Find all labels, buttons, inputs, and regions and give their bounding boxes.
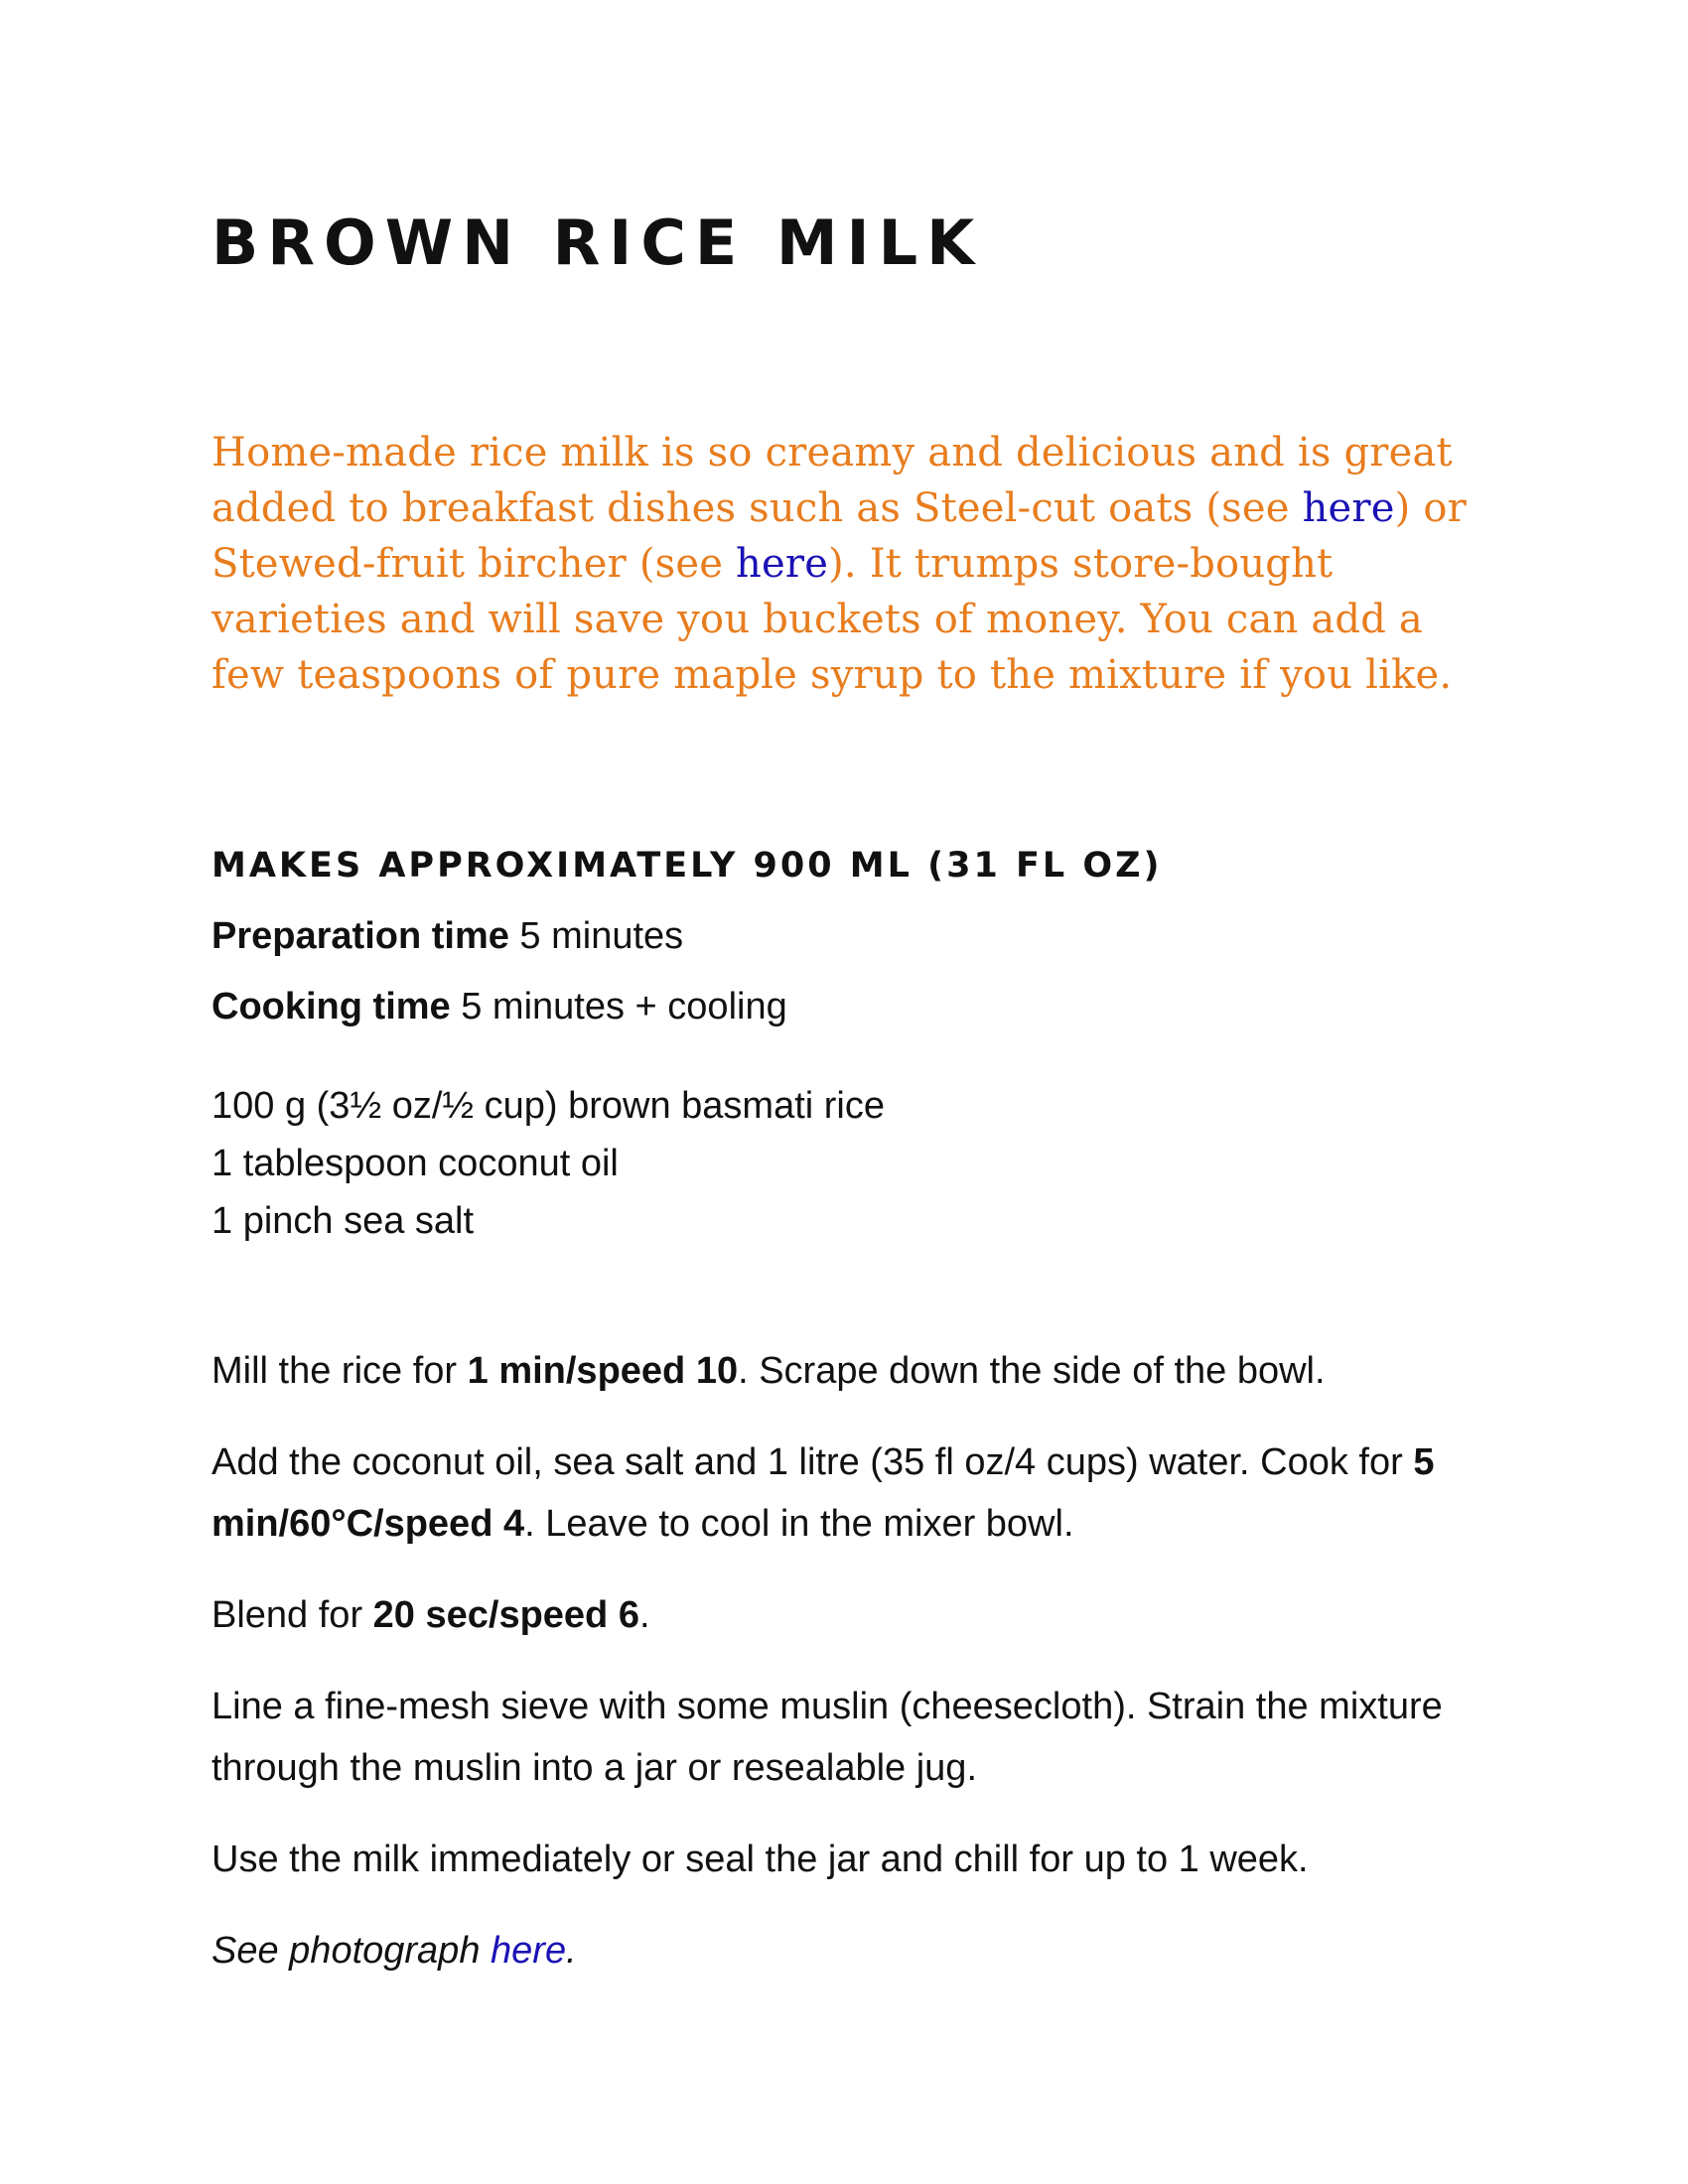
method-step-2: [211, 1432, 1502, 1555]
see-photograph-text: .: [566, 1930, 577, 1972]
step-text: .: [638, 1594, 650, 1636]
steel-cut-oats-link[interactable]: here: [1302, 485, 1395, 531]
see-photograph-text: See photograph: [211, 1930, 492, 1972]
cooking-time-value: 5 minutes + cooling: [450, 986, 787, 1027]
stewed-fruit-bircher-link[interactable]: here: [736, 541, 829, 587]
method-steps: [211, 1340, 1502, 1981]
recipe-title: BROWN RICE MILK: [211, 206, 984, 279]
step-text: Mill the rice for: [211, 1350, 468, 1392]
cooking-time: [211, 986, 787, 1028]
method-step-1: [211, 1340, 1502, 1402]
method-step-4: Line a fine-mesh sieve with some muslin (cheesecloth). Strain the mixture through the muslin into a jar or resealable jug.: [211, 1686, 1443, 1789]
preparation-time-label: Preparation time: [211, 915, 509, 957]
step-setting: 1 min/speed 10: [467, 1350, 739, 1392]
step-text: Blend for: [211, 1594, 373, 1636]
cooking-time-label: Cooking time: [211, 986, 451, 1027]
step-text: . Leave to cool in the mixer bowl.: [524, 1503, 1074, 1545]
ingredient-item: 1 tablespoon coconut oil: [211, 1143, 619, 1184]
photograph-link[interactable]: here: [491, 1930, 567, 1972]
preparation-time-value: 5 minutes: [508, 915, 684, 957]
ingredients-list: [211, 1077, 885, 1250]
see-photograph: [211, 1920, 1502, 1981]
intro-text-3: ). It trumps store-bought varieties and will save you buckets of money. You can add a few teaspoons of pure maple syrup to the mixture if you like.: [211, 541, 1453, 698]
step-setting: 20 sec/speed 6: [372, 1594, 639, 1636]
ingredient-item: 100 g (3½ oz/½ cup) brown basmati rice: [211, 1085, 886, 1127]
recipe-intro: [211, 425, 1492, 703]
step-text: Add the coconut oil, sea salt and 1 litre (35 fl oz/4 cups) water. Cook for: [211, 1441, 1414, 1483]
ingredient-item: 1 pinch sea salt: [211, 1200, 475, 1242]
intro-text-2: ) or Stewed-fruit bircher (see: [211, 485, 1467, 587]
step-setting: 5 min/60°C/speed 4: [211, 1441, 1435, 1545]
intro-text-1: Home-made rice milk is so creamy and delicious and is great added to breakfast dishes such as Steel-cut oats (see: [211, 430, 1453, 531]
preparation-time: [211, 915, 683, 958]
step-text: . Scrape down the side of the bowl.: [738, 1350, 1326, 1392]
method-step-3: [211, 1584, 1502, 1646]
recipe-yield: MAKES APPROXIMATELY 900 ML (31 FL OZ): [211, 846, 1163, 886]
method-step-5: Use the milk immediately or seal the jar and chill for up to 1 week.: [211, 1839, 1309, 1880]
